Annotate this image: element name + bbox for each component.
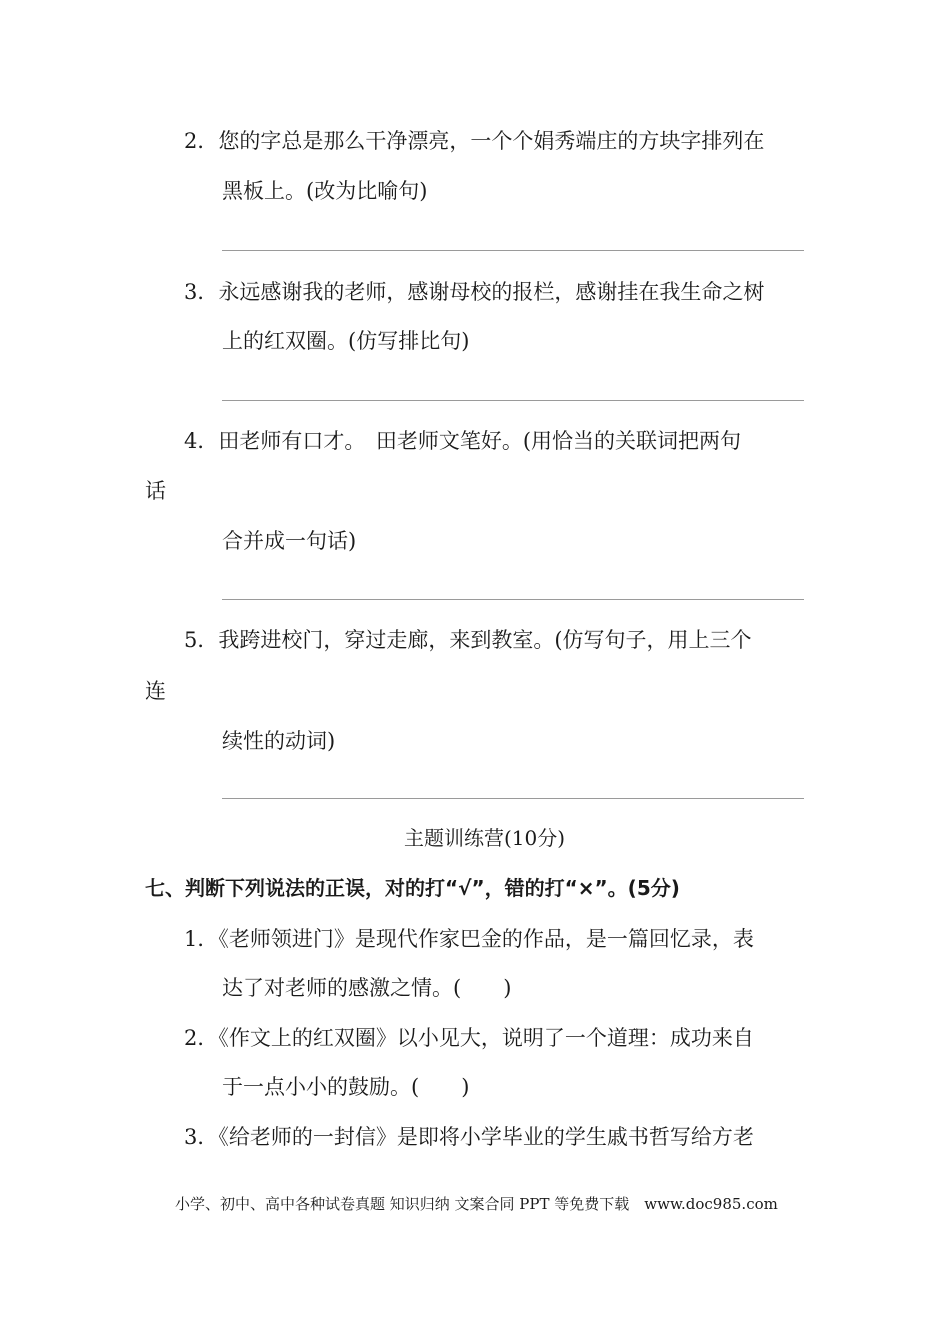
q3-line2: 上的红双圈。(仿写排比句) — [222, 329, 470, 353]
section-title: 主题训练营(10分) — [404, 826, 566, 850]
judge-q1-line1: 1．《老师领进门》是现代作家巴金的作品，是一篇回忆录，表 — [184, 927, 754, 951]
judge-q2-line2: 于一点小小的鼓励。( ) — [222, 1075, 470, 1099]
judge-q1-line2: 达了对老师的感激之情。( ) — [222, 976, 512, 1000]
page-footer: 小学、初中、高中各种试卷真题 知识归纳 文案合同 PPT 等免费下载 www.doc985.com — [175, 1195, 778, 1213]
q3-answer-line[interactable] — [222, 400, 804, 401]
q4-answer-line[interactable] — [222, 599, 804, 600]
q5-line3: 续性的动词) — [222, 729, 336, 753]
q4-line3: 合并成一句话) — [222, 529, 357, 553]
q2-answer-line[interactable] — [222, 250, 804, 251]
judge-q2-line1: 2．《作文上的红双圈》以小见大，说明了一个道理：成功来自 — [184, 1026, 754, 1050]
section-heading: 七、判断下列说法的正误，对的打“√”，错的打“×”。(5分) — [145, 876, 680, 900]
judge-q3-line1: 3．《给老师的一封信》是即将小学毕业的学生戚书哲写给方老 — [184, 1125, 754, 1149]
q5-line1: 5．我跨进校门，穿过走廊，来到教室。(仿写句子，用上三个 — [184, 628, 752, 652]
q3-line1: 3．永远感谢我的老师，感谢母校的报栏，感谢挂在我生命之树 — [184, 280, 765, 304]
q2-line1: 2．您的字总是那么干净漂亮，一个个娟秀端庄的方块字排列在 — [184, 129, 765, 153]
q2-line2: 黑板上。(改为比喻句) — [222, 179, 428, 203]
q5-answer-line[interactable] — [222, 798, 804, 799]
q5-line2: 连 — [145, 679, 166, 703]
q4-line2: 话 — [145, 479, 166, 503]
q4-line1: 4．田老师有口才。 田老师文笔好。(用恰当的关联词把两句 — [184, 429, 742, 453]
